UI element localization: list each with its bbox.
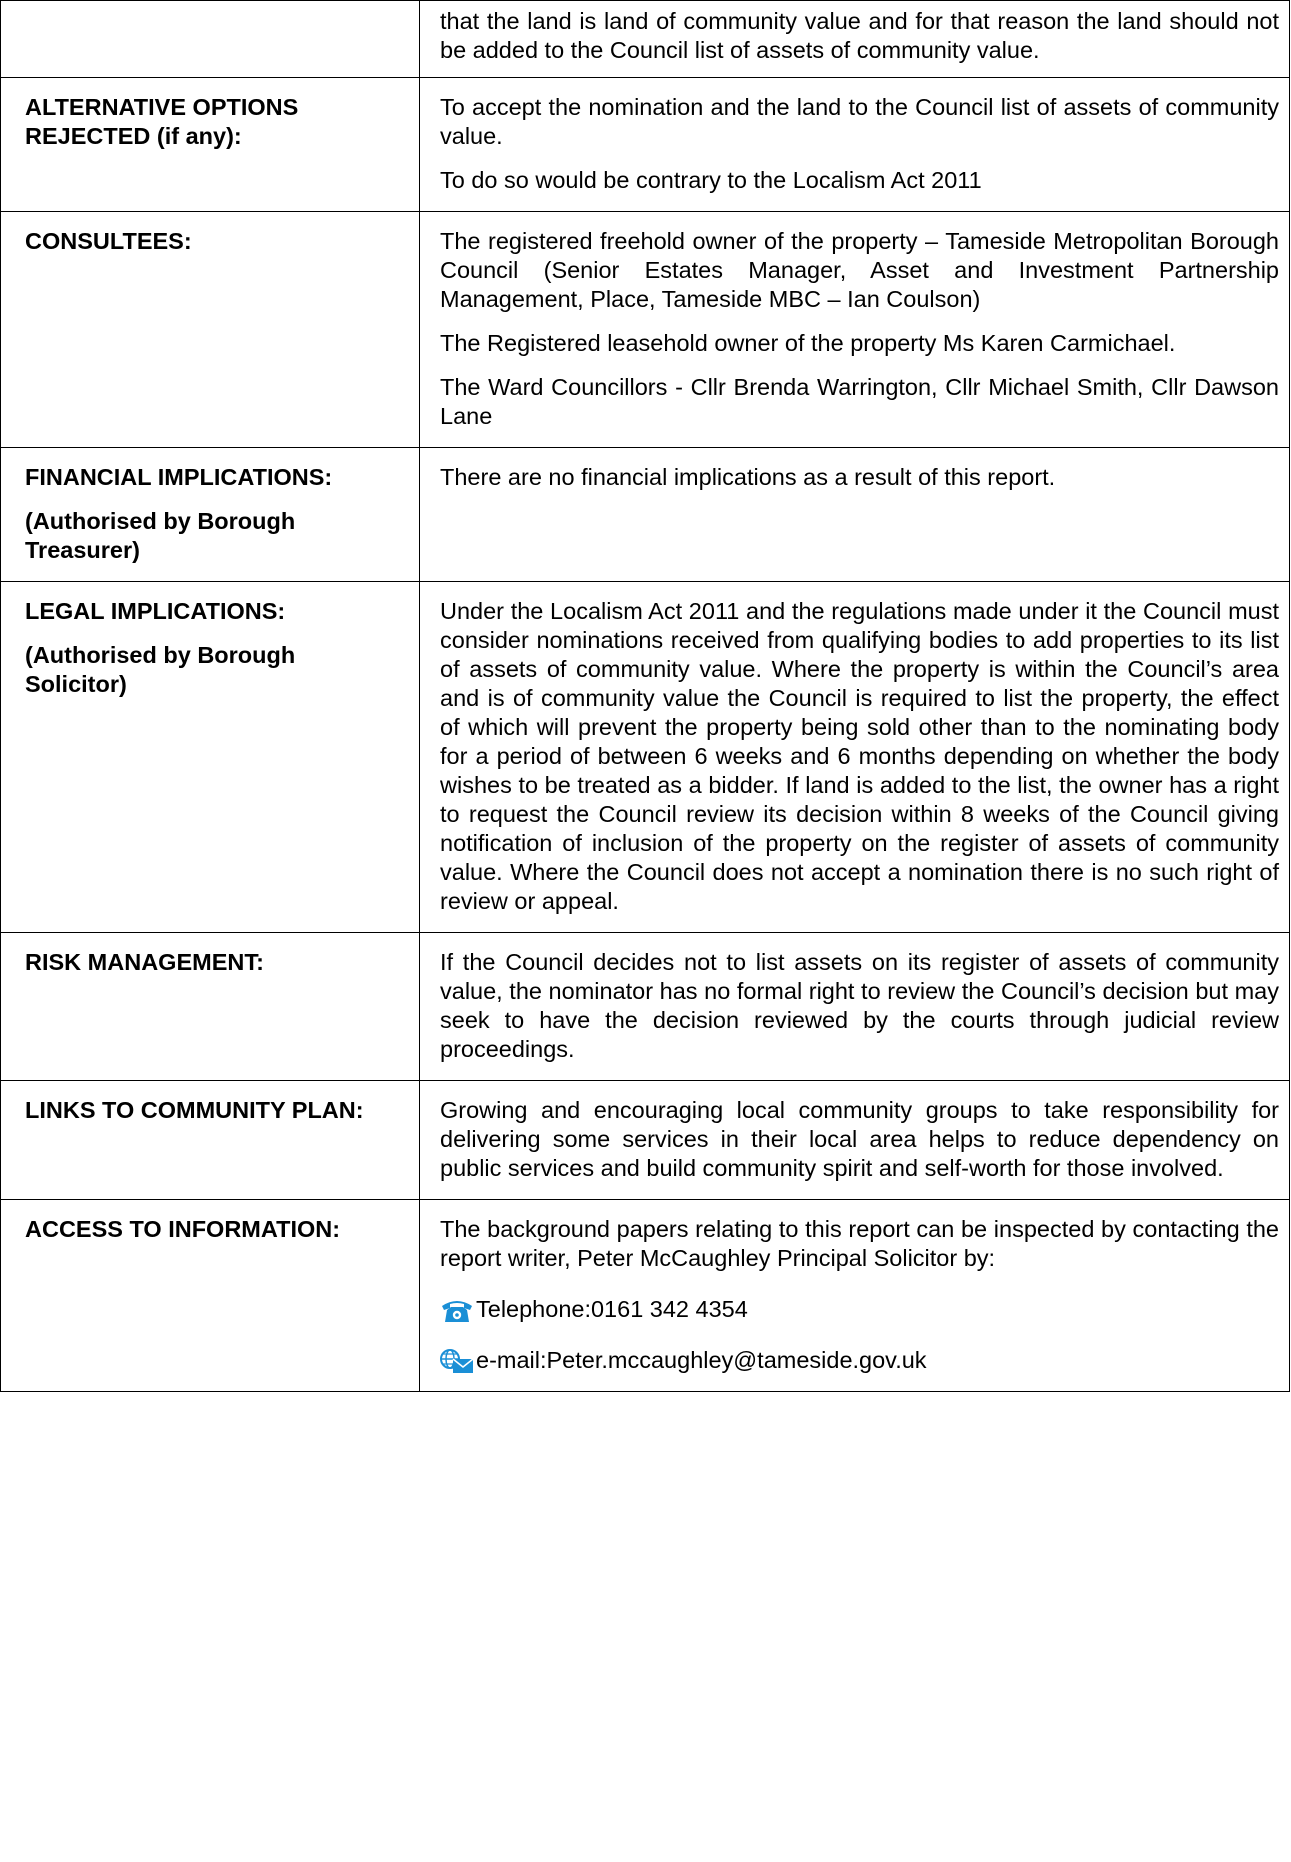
row-label: ALTERNATIVE OPTIONS REJECTED (if any): xyxy=(25,94,299,149)
row-paragraph: The registered freehold owner of the property – Tameside Metropolitan Borough Council (Senior Estates Manager, Asset and Investment Partnership Management, Place, Tameside MBC – Ian Coulson) xyxy=(440,228,1279,312)
access-intro: The background papers relating to this report can be inspected by contacting the report writer, Peter McCaughley Principal Solicitor by: xyxy=(440,1216,1279,1271)
row-content-cell xyxy=(420,1081,1290,1200)
row-paragraph: To do so would be contrary to the Localism Act 2011 xyxy=(440,167,982,193)
row-label-sub: (Authorised by Borough Solicitor) xyxy=(25,642,296,697)
row-content-cell xyxy=(420,448,1290,582)
row-content-cell xyxy=(420,212,1290,448)
row-label: FINANCIAL IMPLICATIONS: xyxy=(25,464,333,490)
telephone-text: Telephone:0161 342 4354 xyxy=(476,1296,748,1322)
telephone-icon xyxy=(440,1297,474,1323)
table-row xyxy=(1,78,1290,212)
telephone-line xyxy=(440,1295,1279,1324)
table-row xyxy=(1,582,1290,933)
row-label-cell xyxy=(1,212,420,448)
row-content-cell xyxy=(420,933,1290,1081)
row-label: LINKS TO COMMUNITY PLAN: xyxy=(25,1097,364,1123)
row-content-cell xyxy=(420,78,1290,212)
table-row xyxy=(1,1,1290,78)
row-label: LEGAL IMPLICATIONS: xyxy=(25,598,286,624)
row-label-cell xyxy=(1,933,420,1081)
row-paragraph: If the Council decides not to list assets on its register of assets of community value, the nominator has no formal right to review the Council’s decision but may seek to have the decision reviewed by the courts through judicial review proceedings. xyxy=(440,949,1279,1062)
row-label-cell xyxy=(1,1,420,78)
email-line xyxy=(440,1346,1279,1375)
row-paragraph: Under the Localism Act 2011 and the regulations made under it the Council must consider nominations received from qualifying bodies to add properties to its list of assets of community value. Where the property is within the Council’s area and is of community value the Council is required to list the property, the effect of which will prevent the property being sold other than to the nominating body for a period of between 6 weeks and 6 months depending on whether the body wishes to be treated as a bidder. If land is added to the list, the owner has a right to request the Council review its decision within 8 weeks of the Council giving notification of inclusion of the property on the register of assets of community value. Where the Council does not accept a nomination there is no such right of review or appeal. xyxy=(440,598,1279,914)
globe-envelope-icon xyxy=(440,1348,474,1374)
row-label: ACCESS TO INFORMATION: xyxy=(25,1216,341,1242)
row-label-cell xyxy=(1,448,420,582)
table-row xyxy=(1,1081,1290,1200)
row-content-cell xyxy=(420,1,1290,78)
row-label-cell xyxy=(1,78,420,212)
row-paragraph: There are no financial implications as a result of this report. xyxy=(440,464,1056,490)
table-row xyxy=(1,212,1290,448)
row-paragraph: that the land is land of community value and for that reason the land should not be added to the Council list of assets of community value. xyxy=(440,8,1279,63)
row-paragraph: Growing and encouraging local community groups to take responsibility for delivering some services in their local area helps to reduce dependency on public services and build community spirit and self-worth for those involved. xyxy=(440,1097,1279,1181)
table-row xyxy=(1,448,1290,582)
email-text: e-mail:Peter.mccaughley@tameside.gov.uk xyxy=(476,1347,927,1373)
table-row xyxy=(1,933,1290,1081)
row-paragraph: To accept the nomination and the land to the Council list of assets of community value. xyxy=(440,94,1279,149)
row-paragraph: The Registered leasehold owner of the property Ms Karen Carmichael. xyxy=(440,330,1176,356)
row-label-cell xyxy=(1,1200,420,1392)
row-label-cell xyxy=(1,1081,420,1200)
row-content-cell xyxy=(420,1200,1290,1392)
row-label-cell xyxy=(1,582,420,933)
row-content-cell xyxy=(420,582,1290,933)
row-paragraph: The Ward Councillors - Cllr Brenda Warrington, Cllr Michael Smith, Cllr Dawson Lane xyxy=(440,374,1279,429)
row-label: RISK MANAGEMENT: xyxy=(25,949,264,975)
row-label: CONSULTEES: xyxy=(25,228,192,254)
table-row xyxy=(1,1200,1290,1392)
row-label-sub: (Authorised by Borough Treasurer) xyxy=(25,508,296,563)
